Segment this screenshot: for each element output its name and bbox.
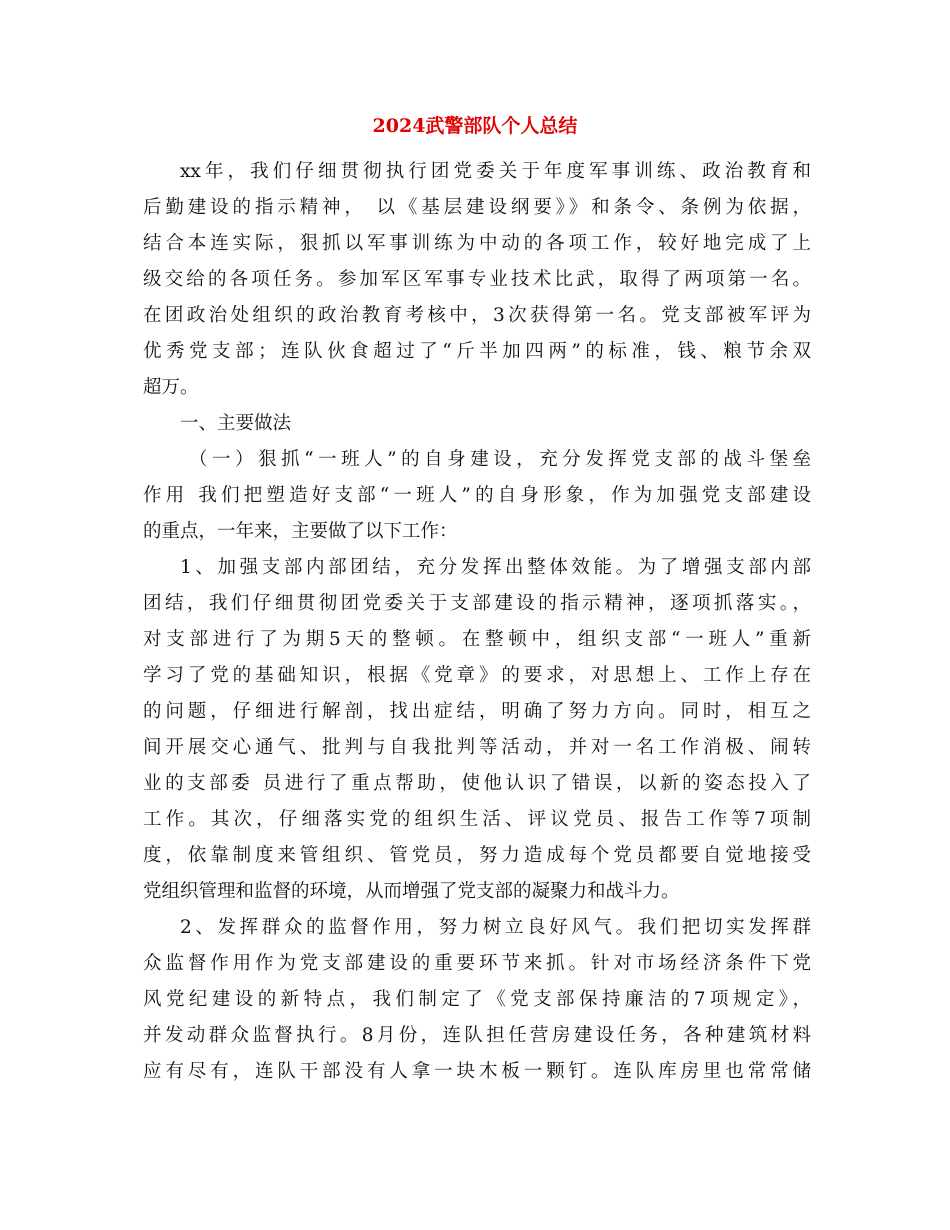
paragraph-line: 对支部进行了为期5天的整顿。在整顿中，组织支部“一班人”重新 xyxy=(143,629,811,650)
section-heading: 一、主要做法 xyxy=(180,413,292,434)
paragraph-line: 学习了党的基础知识，根据《党章》的要求，对思想上、工作上存在 xyxy=(143,665,811,686)
paragraph-line: 在团政治处组织的政治教育考核中，3次获得第一名。党支部被军评为 xyxy=(143,305,811,326)
paragraph-line: 优秀党支部；连队伙食超过了“斤半加四两”的标准，钱、粮节余双 xyxy=(143,341,811,362)
paragraph-line: xx年，我们仔细贯彻执行团党委关于年度军事训练、政治教育和 xyxy=(180,161,811,182)
paragraph-line: 结合本连实际，狠抓以军事训练为中动的各项工作，较好地完成了上 xyxy=(143,233,811,254)
paragraph-line: 众监督作用作为党支部建设的重要环节来抓。针对市场经济条件下党 xyxy=(143,953,811,974)
paragraph-line: 业的支部委 员进行了重点帮助，使他认识了错误，以新的姿态投入了 xyxy=(143,773,811,794)
paragraph-line: 工作。其次，仔细落实党的组织生活、评议党员、报告工作等7项制 xyxy=(143,809,811,830)
document-title: 2024武警部队个人总结 xyxy=(372,115,578,137)
paragraph-line: 并发动群众监督执行。8月份，连队担任营房建设任务，各种建筑材料 xyxy=(143,1025,811,1046)
paragraph-line: 后勤建设的指示精神， 以《基层建设纲要》》和条令、条例为依据， xyxy=(143,197,811,218)
paragraph-line: 应有尽有，连队干部没有人拿一块木板一颗钉。连队库房里也常常储 xyxy=(143,1061,811,1082)
paragraph-line: 的重点，一年来，主要做了以下工作： xyxy=(143,521,458,542)
paragraph-line: 团结，我们仔细贯彻团党委关于支部建设的指示精神，逐项抓落实。， xyxy=(143,593,811,614)
paragraph-line: 作用 我们把塑造好支部“一班人”的自身形象，作为加强党支部建设 xyxy=(143,485,811,506)
subsection-heading: （一）狠抓“一班人”的自身建设，充分发挥党支部的战斗堡垒 xyxy=(189,449,811,470)
paragraph-line: 度，依靠制度来管组织、管党员，努力造成每个党员都要自觉地接受 xyxy=(143,845,811,866)
paragraph-line: 级交给的各项任务。参加军区军事专业技术比武，取得了两项第一名。 xyxy=(143,269,811,290)
paragraph-line: 的问题，仔细进行解剖，找出症结，明确了努力方向。同时，相互之 xyxy=(143,701,811,722)
paragraph-line: 风党纪建设的新特点，我们制定了《党支部保持廉洁的7项规定》， xyxy=(143,989,811,1010)
document-body xyxy=(143,154,811,1090)
paragraph-line: 超万。 xyxy=(143,377,199,398)
paragraph-line: 1、加强支部内部团结，充分发挥出整体效能。为了增强支部内部 xyxy=(180,557,811,578)
paragraph-line: 2、发挥群众的监督作用，努力树立良好风气。我们把切实发挥群 xyxy=(180,917,811,938)
paragraph-line: 党组织管理和监督的环境，从而增强了党支部的凝聚力和战斗力。 xyxy=(143,881,680,902)
paragraph-line: 间开展交心通气、批判与自我批判等活动，并对一名工作消极、闹转 xyxy=(143,737,811,758)
